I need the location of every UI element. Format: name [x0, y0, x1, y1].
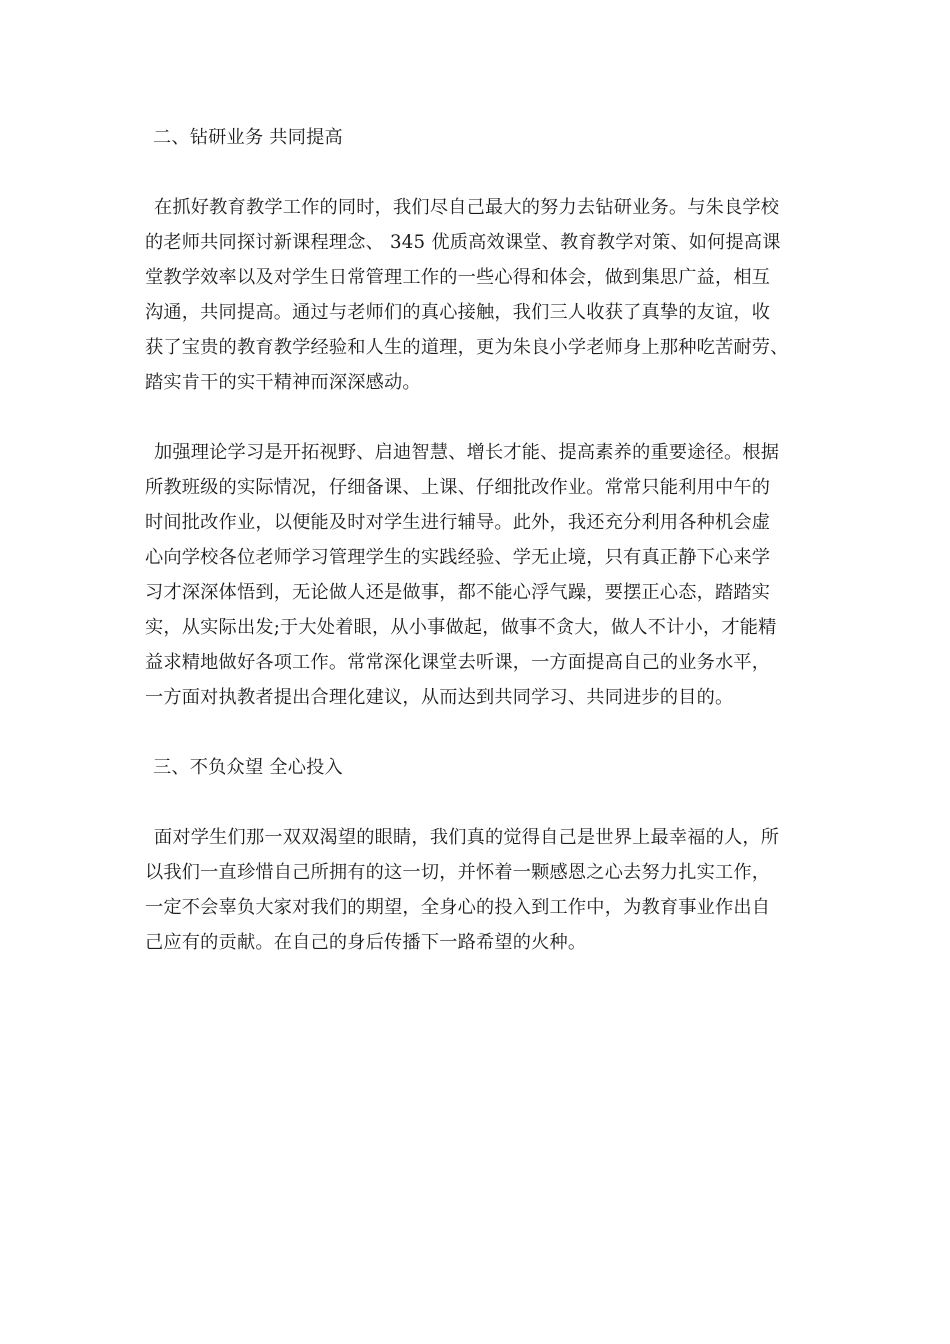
paragraph-line: 的老师共同探讨新课程理念、 345 优质高效课堂、教育教学对策、如何提高课: [145, 232, 781, 253]
paragraph-spacer: [145, 785, 815, 820]
paragraph-line: 一方面对执教者提出合理化建议，从而达到共同学习、共同进步的目的。: [145, 687, 734, 708]
paragraph-line: 以我们一直珍惜自己所拥有的这一切，并怀着一颗感恩之心去努力扎实工作，: [145, 862, 771, 883]
paragraph-spacer: [145, 400, 815, 435]
paragraph-line: 实，从实际出发;于大处着眼，从小事做起，做事不贪大，做人不计小，才能精: [145, 617, 777, 638]
section-heading-2: 二、钻研业务 共同提高: [153, 127, 343, 148]
paragraph-2: [145, 435, 815, 715]
paragraph-3: [145, 820, 815, 960]
paragraph-line: 获了宝贵的教育教学经验和人生的道理，更为朱良小学老师身上那种吃苦耐劳、: [145, 337, 789, 358]
paragraph-line: 所教班级的实际情况，仔细备课、上课、仔细批改作业。常常只能利用中午的: [145, 477, 771, 498]
paragraph-line: 堂教学效率以及对学生日常管理工作的一些心得和体会，做到集思广益，相互: [145, 267, 771, 288]
paragraph-line: 习才深深体悟到，无论做人还是做事，都不能心浮气躁，要摆正心态，踏踏实: [145, 582, 771, 603]
paragraph-1: [145, 190, 815, 400]
paragraph-spacer: [145, 155, 815, 190]
paragraph-line: 在抓好教育教学工作的同时，我们尽自己最大的努力去钻研业务。与朱良学校: [154, 197, 780, 218]
paragraph-line: 时间批改作业，以便能及时对学生进行辅导。此外，我还充分利用各种机会虚: [145, 512, 771, 533]
paragraph-line: 沟通，共同提高。通过与老师们的真心接触，我们三人收获了真挚的友谊，收: [145, 302, 771, 323]
paragraph-line: 踏实肯干的实干精神而深深感动。: [145, 372, 421, 393]
paragraph-line: 面对学生们那一双双渴望的眼睛，我们真的觉得自己是世界上最幸福的人，所: [154, 827, 780, 848]
document-body: [145, 120, 815, 960]
paragraph-line: 一定不会辜负大家对我们的期望，全身心的投入到工作中，为教育事业作出自: [145, 897, 771, 918]
paragraph-line: 益求精地做好各项工作。常常深化课堂去听课，一方面提高自己的业务水平，: [145, 652, 771, 673]
paragraph-spacer: [145, 715, 815, 750]
paragraph-line: 加强理论学习是开拓视野、启迪智慧、增长才能、提高素养的重要途径。根据: [154, 442, 780, 463]
paragraph-line: 己应有的贡献。在自己的身后传播下一路希望的火种。: [145, 932, 587, 953]
section-heading-3: 三、不负众望 全心投入: [153, 757, 343, 778]
paragraph-line: 心向学校各位老师学习管理学生的实践经验、学无止境，只有真正静下心来学: [145, 547, 771, 568]
